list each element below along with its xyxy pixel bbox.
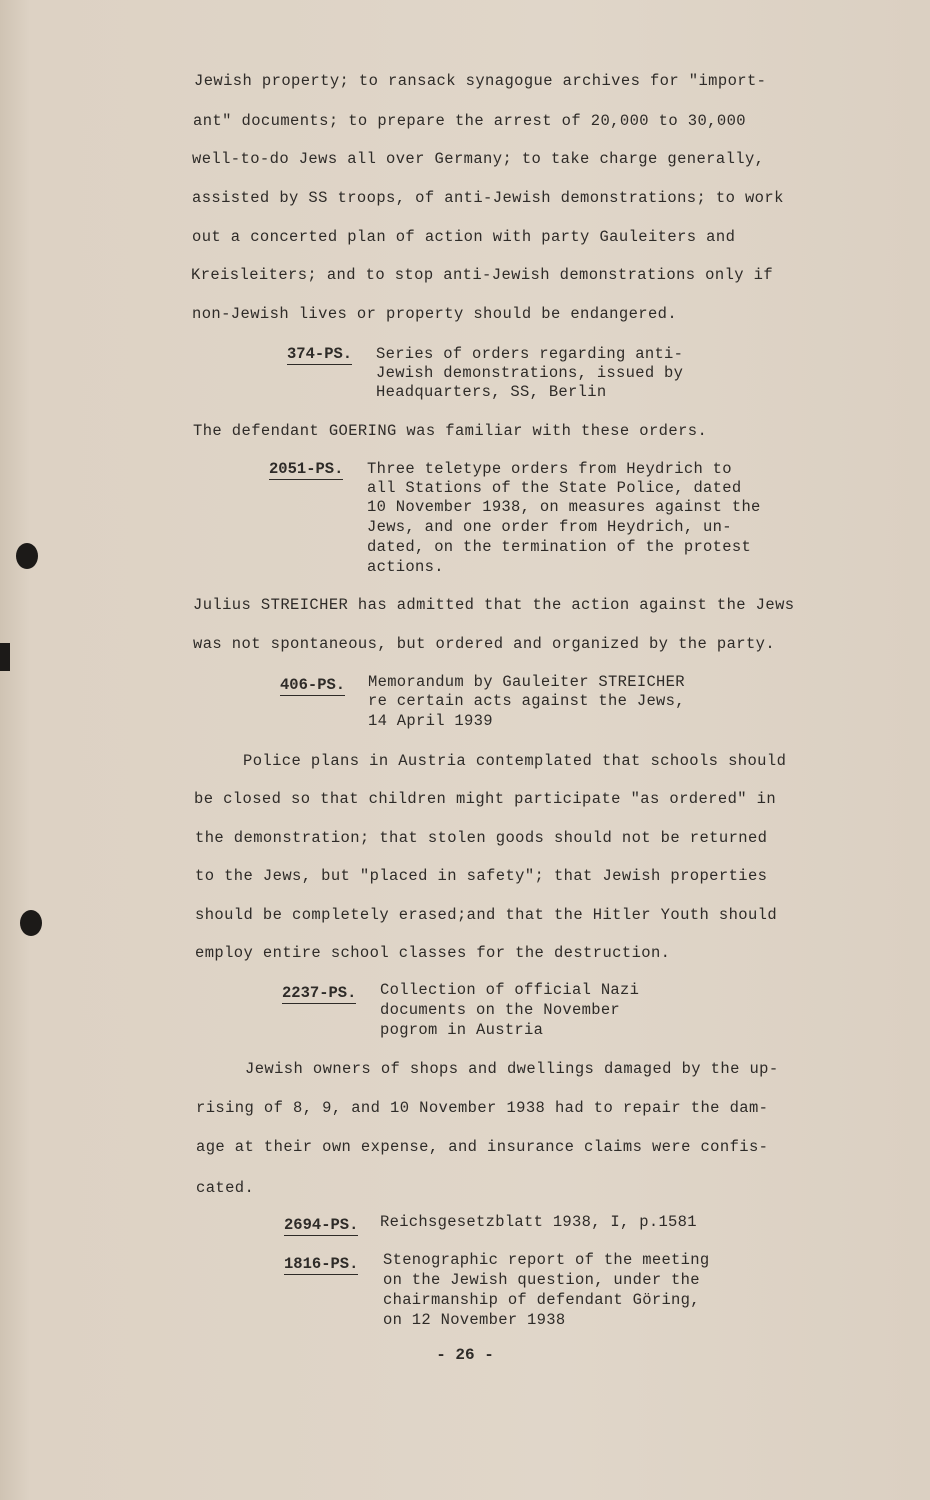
text-line: Kreisleiters; and to stop anti-Jewish demonstrations only if <box>191 266 774 284</box>
citation-line: Headquarters, SS, Berlin <box>376 383 607 401</box>
citation-line: 10 November 1938, on measures against the <box>367 498 761 516</box>
text-line: age at their own expense, and insurance claims were confis- <box>196 1138 769 1156</box>
exhibit-number: 374-PS. <box>287 345 353 363</box>
text-line: employ entire school classes for the destruction. <box>195 944 671 962</box>
text-line: rising of 8, 9, and 10 November 1938 had to repair the dam- <box>196 1099 769 1117</box>
text-line: was not spontaneous, but ordered and organized by the party. <box>193 635 776 653</box>
text-line: cated. <box>196 1179 255 1197</box>
text-line: out a concerted plan of action with party Gauleiters and <box>192 228 736 246</box>
exhibit-number: 2694-PS. <box>284 1216 359 1234</box>
citation-line: Jewish demonstrations, issued by <box>376 364 684 382</box>
citation-line: pogrom in Austria <box>380 1021 544 1039</box>
citation-line: on 12 November 1938 <box>383 1311 566 1329</box>
text-line: Jewish property; to ransack synagogue archives for "import- <box>194 72 767 90</box>
citation-line: Reichsgesetzblatt 1938, I, p.1581 <box>380 1213 697 1231</box>
exhibit-number: 1816-PS. <box>284 1255 359 1273</box>
punch-hole <box>20 910 42 936</box>
text-line: ant" documents; to prepare the arrest of 20,000 to 30,000 <box>193 112 746 130</box>
citation-line: re certain acts against the Jews, <box>368 692 685 710</box>
citation-line: actions. <box>367 558 444 576</box>
text-line: Police plans in Austria contemplated that schools should <box>243 752 787 770</box>
citation-line: chairmanship of defendant Göring, <box>383 1291 700 1309</box>
punch-hole <box>16 543 38 569</box>
citation-line: on the Jewish question, under the <box>383 1271 700 1289</box>
citation-line: all Stations of the State Police, dated <box>367 479 742 497</box>
text-line: The defendant GOERING was familiar with these orders. <box>193 422 708 440</box>
citation-line: Stenographic report of the meeting <box>383 1251 710 1269</box>
binding-tab <box>0 643 10 671</box>
citation-line: Three teletype orders from Heydrich to <box>367 460 732 478</box>
text-line: should be completely erased;and that the Hitler Youth should <box>195 906 778 924</box>
citation-line: Collection of official Nazi <box>380 981 640 999</box>
text-line: assisted by SS troops, of anti-Jewish demonstrations; to work <box>192 189 784 207</box>
citation-line: Series of orders regarding anti- <box>376 345 684 363</box>
text-line: non-Jewish lives or property should be endangered. <box>192 305 678 323</box>
citation-line: documents on the November <box>380 1001 621 1019</box>
citation-line: dated, on the termination of the protest <box>367 538 752 556</box>
text-line: Jewish owners of shops and dwellings damaged by the up- <box>245 1060 779 1078</box>
page-number: - 26 - <box>436 1346 494 1364</box>
exhibit-number: 2237-PS. <box>282 984 357 1002</box>
exhibit-number: 406-PS. <box>280 676 346 694</box>
citation-line: Memorandum by Gauleiter STREICHER <box>368 673 685 691</box>
text-line: the demonstration; that stolen goods should not be returned <box>195 829 768 847</box>
text-line: be closed so that children might participate "as ordered" in <box>194 790 777 808</box>
exhibit-number: 2051-PS. <box>269 460 344 478</box>
citation-line: Jews, and one order from Heydrich, un- <box>367 518 732 536</box>
text-line: Julius STREICHER has admitted that the action against the Jews <box>193 596 795 614</box>
text-line: to the Jews, but "placed in safety"; that Jewish properties <box>195 867 768 885</box>
citation-line: 14 April 1939 <box>368 712 493 730</box>
text-line: well-to-do Jews all over Germany; to take charge generally, <box>192 150 765 168</box>
